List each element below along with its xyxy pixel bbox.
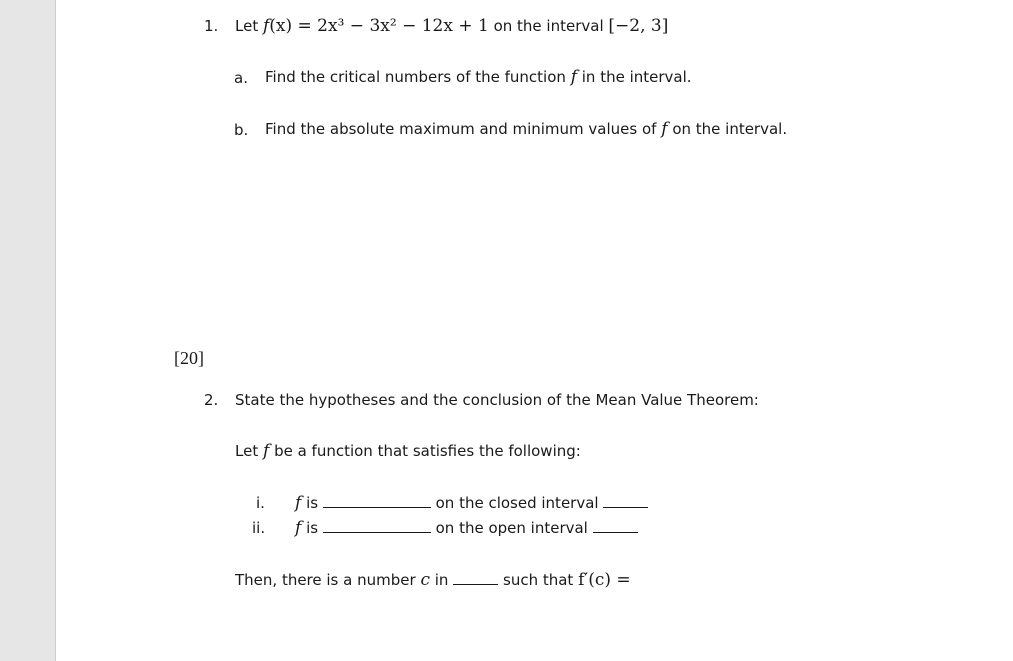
q1-mid: on the interval: [493, 17, 604, 35]
q1b-body: Find the absolute maximum and minimum values of: [265, 120, 657, 138]
q2-prompt: State the hypotheses and the conclusion of the Mean Value Theorem:: [235, 391, 759, 409]
q1-number: 1.: [204, 17, 219, 35]
q1a-label: a.: [234, 69, 248, 87]
q1-expression: (x) = 2x³ − 3x² − 12x + 1: [269, 16, 489, 36]
marks-label: [20]: [174, 348, 204, 368]
q2-item-ii-f: f: [295, 518, 302, 538]
q2-let-line: [235, 441, 581, 461]
q2-item-i-tail: on the closed interval: [435, 494, 599, 512]
q1a-body: Find the critical numbers of the function: [265, 68, 566, 86]
document-page: [56, 0, 1013, 661]
q1b-label: b.: [234, 121, 249, 139]
q2-let-lead: Let: [235, 442, 259, 460]
q2-number: 2.: [204, 391, 219, 409]
q2-item-ii-blank-interval[interactable]: [593, 518, 638, 533]
q2-item-i-label: i.: [256, 494, 265, 512]
q2-item-ii-blank-property[interactable]: [323, 518, 431, 533]
q2-then-in: in: [434, 571, 449, 589]
q1a-tail: in the interval.: [581, 68, 692, 86]
q2-item-i: [295, 493, 648, 513]
q2-item-ii-label: ii.: [252, 519, 266, 537]
q1-f: f: [262, 16, 270, 36]
q2-let-f: f: [262, 441, 270, 461]
q2-let-tail: be a function that satisfies the following:: [274, 442, 581, 460]
q1b-text: [265, 119, 787, 139]
q1-interval: [−2, 3]: [608, 16, 669, 36]
q1a-f: f: [570, 67, 577, 87]
q2-then-expression: f′(c) =: [578, 570, 631, 590]
q1-statement: [235, 16, 668, 36]
q2-conclusion: [235, 570, 631, 590]
q2-item-i-blank-property[interactable]: [323, 493, 431, 508]
q2-item-i-f: f: [295, 493, 302, 513]
q2-then-tail: such that: [503, 571, 574, 589]
q2-then-lead: Then, there is a number: [235, 571, 416, 589]
q1b-f: f: [661, 119, 668, 139]
q2-then-c: c: [420, 570, 430, 590]
q1b-tail: on the interval.: [672, 120, 788, 138]
q1a-text: [265, 67, 692, 87]
left-margin-gutter: [0, 0, 56, 661]
q1-lead: Let: [235, 17, 259, 35]
q2-item-ii: [295, 518, 638, 538]
q2-item-i-is: is: [306, 494, 319, 512]
q2-item-ii-is: is: [306, 519, 319, 537]
q2-item-ii-tail: on the open interval: [435, 519, 588, 537]
q2-item-i-blank-interval[interactable]: [603, 493, 648, 508]
q2-then-blank-interval[interactable]: [453, 570, 498, 585]
